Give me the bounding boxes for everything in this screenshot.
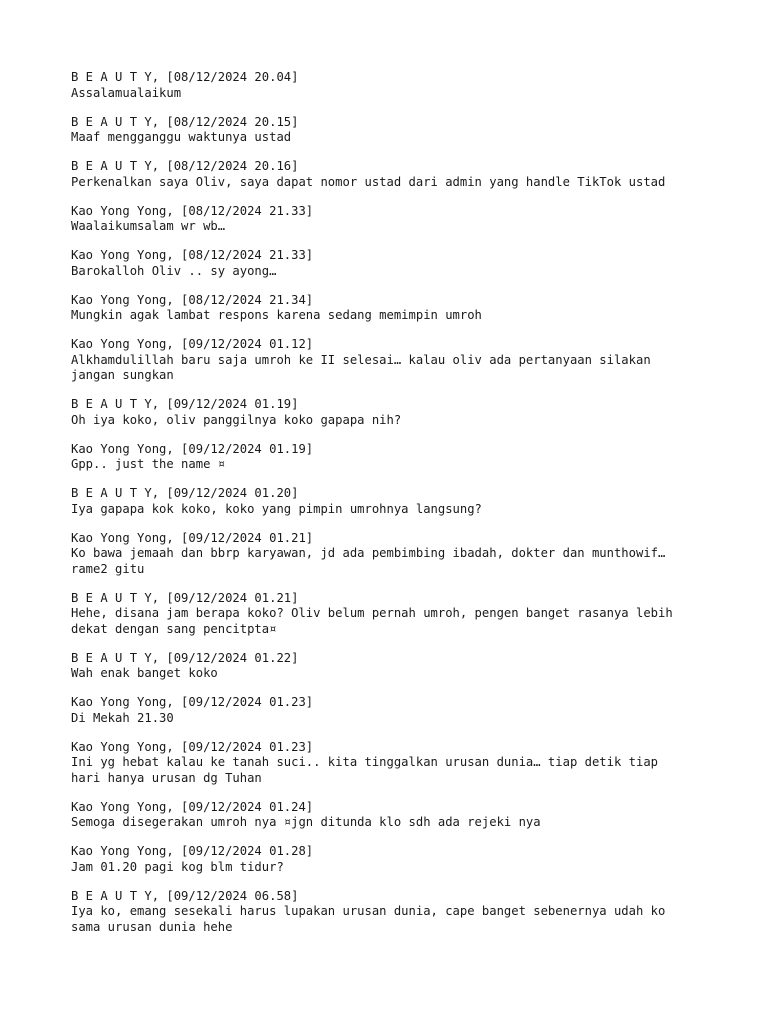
message-text: Mungkin agak lambat respons karena sedang memimpin umroh xyxy=(71,308,482,322)
chat-message xyxy=(71,695,711,726)
message-header: B E A U T Y, [09/12/2024 01.19] xyxy=(71,397,299,411)
chat-message xyxy=(71,591,711,638)
chat-message xyxy=(71,486,711,517)
message-text: Iya gapapa kok koko, koko yang pimpin umrohnya langsung? xyxy=(71,501,482,516)
message-text: Hehe, disana jam berapa koko? Oliv belum pernah umroh, pengen banget rasanya lebih dekat dengan sang pencitpta¤ xyxy=(71,606,673,636)
message-header: Kao Yong Yong, [09/12/2024 01.24] xyxy=(71,799,314,814)
message-header: B E A U T Y, [09/12/2024 01.20] xyxy=(71,486,299,500)
message-header: B E A U T Y, [09/12/2024 01.22] xyxy=(71,650,299,665)
message-header: Kao Yong Yong, [09/12/2024 01.23] xyxy=(71,739,314,754)
message-text: Ini yg hebat kalau ke tanah suci.. kita tinggalkan urusan dunia… tiap detik tiap hari hanya urusan dg Tuhan xyxy=(71,755,658,785)
message-text: Jam 01.20 pagi kog blm tidur? xyxy=(71,859,284,874)
chat-message xyxy=(71,159,711,190)
message-text: Waalaikumsalam wr wb… xyxy=(71,219,226,233)
message-header: B E A U T Y, [08/12/2024 20.15] xyxy=(71,114,299,129)
message-header: Kao Yong Yong, [09/12/2024 01.12] xyxy=(71,337,314,351)
message-text: Ko bawa jemaah dan bbrp karyawan, jd ada pembimbing ibadah, dokter dan munthowif… rame2 gitu xyxy=(71,546,666,576)
chat-message xyxy=(71,889,711,936)
message-text: Di Mekah 21.30 xyxy=(71,710,174,725)
chat-message xyxy=(71,442,711,473)
message-text: Wah enak banget koko xyxy=(71,666,218,680)
chat-message xyxy=(71,70,711,101)
message-text: Maaf mengganggu waktunya ustad xyxy=(71,130,292,144)
chat-message xyxy=(71,740,711,787)
message-header: B E A U T Y, [08/12/2024 20.04] xyxy=(71,70,299,84)
message-header: Kao Yong Yong, [08/12/2024 21.34] xyxy=(71,292,314,307)
message-text: Semoga disegerakan umroh nya ¤jgn ditunda klo sdh ada rejeki nya xyxy=(71,815,541,829)
message-header: Kao Yong Yong, [09/12/2024 01.23] xyxy=(71,695,314,709)
message-header: B E A U T Y, [09/12/2024 06.58] xyxy=(71,888,299,903)
chat-message xyxy=(71,651,711,682)
message-header: Kao Yong Yong, [08/12/2024 21.33] xyxy=(71,248,314,262)
chat-message xyxy=(71,844,711,875)
message-header: Kao Yong Yong, [09/12/2024 01.19] xyxy=(71,441,314,456)
message-header: B E A U T Y, [08/12/2024 20.16] xyxy=(71,159,299,173)
message-text: Assalamualaikum xyxy=(71,85,182,100)
message-text: Perkenalkan saya Oliv, saya dapat nomor ustad dari admin yang handle TikTok ustad xyxy=(71,174,666,189)
message-text: Gpp.. just the name ¤ xyxy=(71,457,226,471)
chat-message xyxy=(71,115,711,146)
message-header: Kao Yong Yong, [09/12/2024 01.28] xyxy=(71,844,314,858)
chat-message xyxy=(71,204,711,235)
message-text: Barokalloh Oliv .. sy ayong… xyxy=(71,263,277,278)
message-text: Oh iya koko, oliv panggilnya koko gapapa nih? xyxy=(71,412,402,427)
message-text: Iya ko, emang sesekali harus lupakan urusan dunia, cape banget sebenernya udah ko sama urusan dunia hehe xyxy=(71,904,666,934)
chat-message xyxy=(71,293,711,324)
chat-transcript xyxy=(71,70,711,949)
chat-message xyxy=(71,800,711,831)
message-header: Kao Yong Yong, [09/12/2024 01.21] xyxy=(71,530,314,545)
message-header: Kao Yong Yong, [08/12/2024 21.33] xyxy=(71,203,314,218)
message-header: B E A U T Y, [09/12/2024 01.21] xyxy=(71,590,299,605)
chat-message xyxy=(71,248,711,279)
chat-message xyxy=(71,531,711,578)
chat-message xyxy=(71,397,711,428)
message-text: Alkhamdulillah baru saja umroh ke II selesai… kalau oliv ada pertanyaan silakan jangan sungkan xyxy=(71,352,651,382)
chat-message xyxy=(71,337,711,384)
